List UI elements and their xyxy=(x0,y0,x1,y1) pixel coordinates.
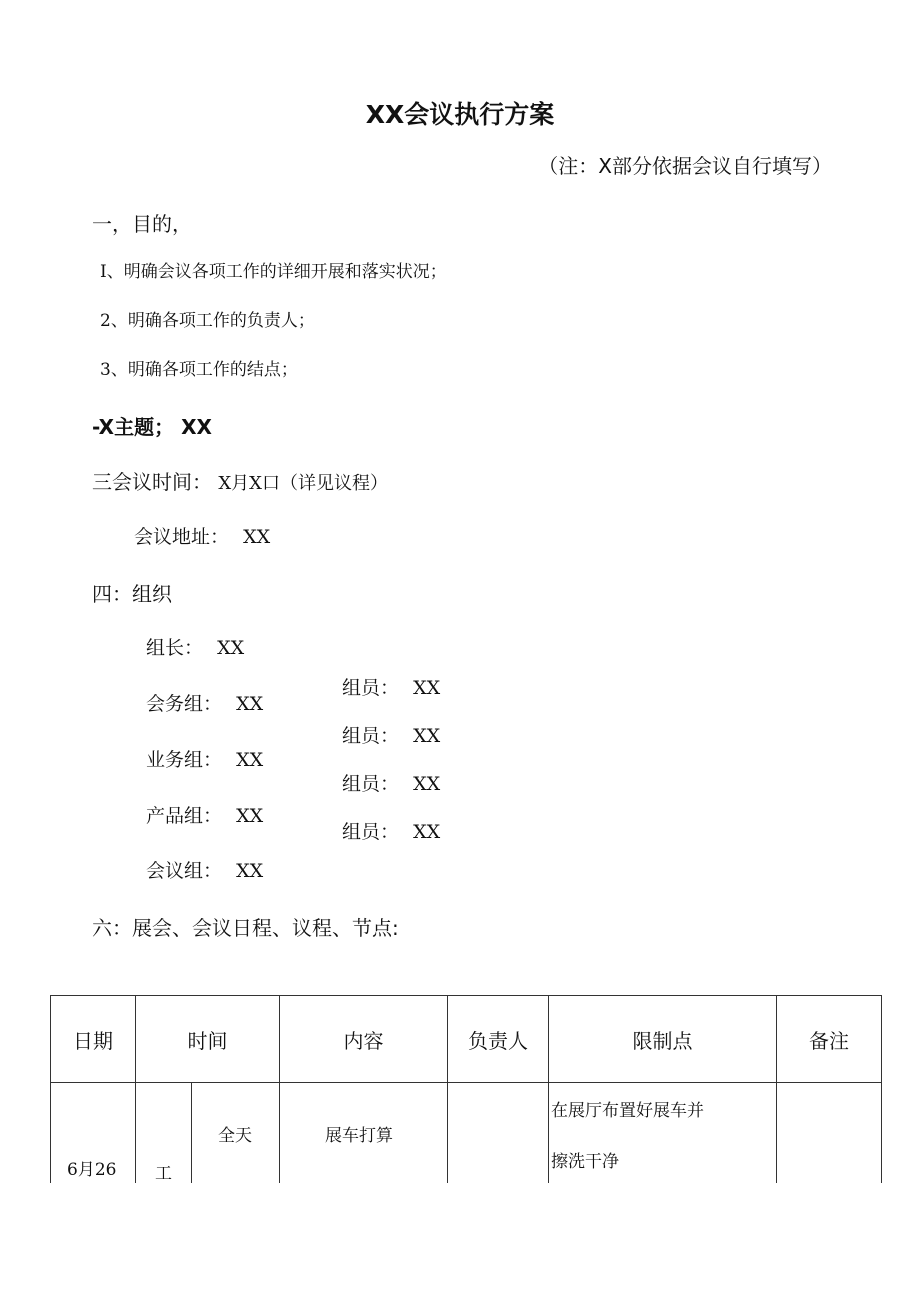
org-member-label: 组员： xyxy=(342,677,400,699)
section-schedule-heading: 六：展会、会议日程、议程、节点: xyxy=(92,916,399,940)
meeting-time-label: 三会议时间： xyxy=(92,470,212,494)
fill-in-note: （注：X部分依据会议自行填写） xyxy=(538,154,832,178)
org-group-label: 会议组： xyxy=(146,860,223,882)
cell-date xyxy=(51,1083,136,1184)
header-time: 时间 xyxy=(136,996,280,1083)
schedule-table xyxy=(50,995,882,1183)
meeting-address xyxy=(134,522,270,549)
purpose-item-2: 2、明确各项工作的负责人； xyxy=(100,311,315,331)
header-owner: 负责人 xyxy=(448,996,549,1083)
cell-limit xyxy=(549,1083,777,1184)
org-group-value: XX xyxy=(236,860,264,882)
meeting-time-value: X月X口（详见议程） xyxy=(218,473,388,494)
meeting-address-value: XX xyxy=(243,526,271,548)
purpose-item-1: I、明确会议各项工作的详细开展和落实状况； xyxy=(100,262,447,282)
cell-owner xyxy=(448,1083,549,1184)
theme-value: XX xyxy=(181,415,212,439)
document-title: XX会议执行方案 xyxy=(365,100,555,129)
header-date: 日期 xyxy=(51,996,136,1083)
org-group-value: XX xyxy=(236,805,264,827)
org-member-value: XX xyxy=(413,677,441,699)
org-group-value: XX xyxy=(236,749,264,771)
org-member-label: 组员： xyxy=(342,821,400,843)
section-purpose-heading: 一，目的， xyxy=(92,212,192,236)
org-member-4 xyxy=(342,817,440,844)
header-content: 内容 xyxy=(280,996,448,1083)
org-group-value: XX xyxy=(236,693,264,715)
cell-time-right xyxy=(192,1083,280,1184)
section-theme xyxy=(92,411,212,440)
cell-date-text: 6月26 xyxy=(67,1160,117,1180)
org-member-2 xyxy=(342,721,440,748)
org-leader-label: 组长： xyxy=(146,637,204,659)
table-row xyxy=(51,1083,882,1184)
org-member-3 xyxy=(342,769,440,796)
cell-content xyxy=(280,1083,448,1184)
header-remark: 备注 xyxy=(777,996,882,1083)
org-leader xyxy=(146,633,244,660)
org-member-label: 组员： xyxy=(342,725,400,747)
org-group-label: 业务组： xyxy=(146,749,223,771)
org-member-value: XX xyxy=(413,725,441,747)
cell-content-text: 展车打算 xyxy=(325,1126,393,1146)
section-organization-heading: 四：组织 xyxy=(92,582,172,606)
org-group-label: 会务组： xyxy=(146,693,223,715)
org-member-label: 组员： xyxy=(342,773,400,795)
org-group-2 xyxy=(146,745,263,772)
org-leader-value: XX xyxy=(217,637,245,659)
org-group-3 xyxy=(146,801,263,828)
org-member-value: XX xyxy=(413,773,441,795)
org-group-4 xyxy=(146,856,263,883)
section-meeting-time xyxy=(92,466,388,495)
org-group-label: 产品组： xyxy=(146,805,223,827)
theme-label: -X主题； xyxy=(92,415,175,439)
cell-time-right-text: 全天 xyxy=(218,1126,252,1146)
cell-time-left xyxy=(136,1083,192,1184)
org-group-1 xyxy=(146,689,263,716)
purpose-item-3: 3、明确各项工作的结点； xyxy=(100,360,298,380)
table-header-row xyxy=(51,996,882,1083)
cell-time-left-text: 工 xyxy=(155,1164,172,1184)
header-limit: 限制点 xyxy=(549,996,777,1083)
org-member-1 xyxy=(342,673,440,700)
meeting-address-label: 会议地址： xyxy=(134,526,230,548)
cell-limit-line2: 擦洗干净 xyxy=(551,1152,619,1172)
cell-remark xyxy=(777,1083,882,1184)
org-member-value: XX xyxy=(413,821,441,843)
cell-limit-line1: 在展厅布置好展车并 xyxy=(551,1101,704,1121)
